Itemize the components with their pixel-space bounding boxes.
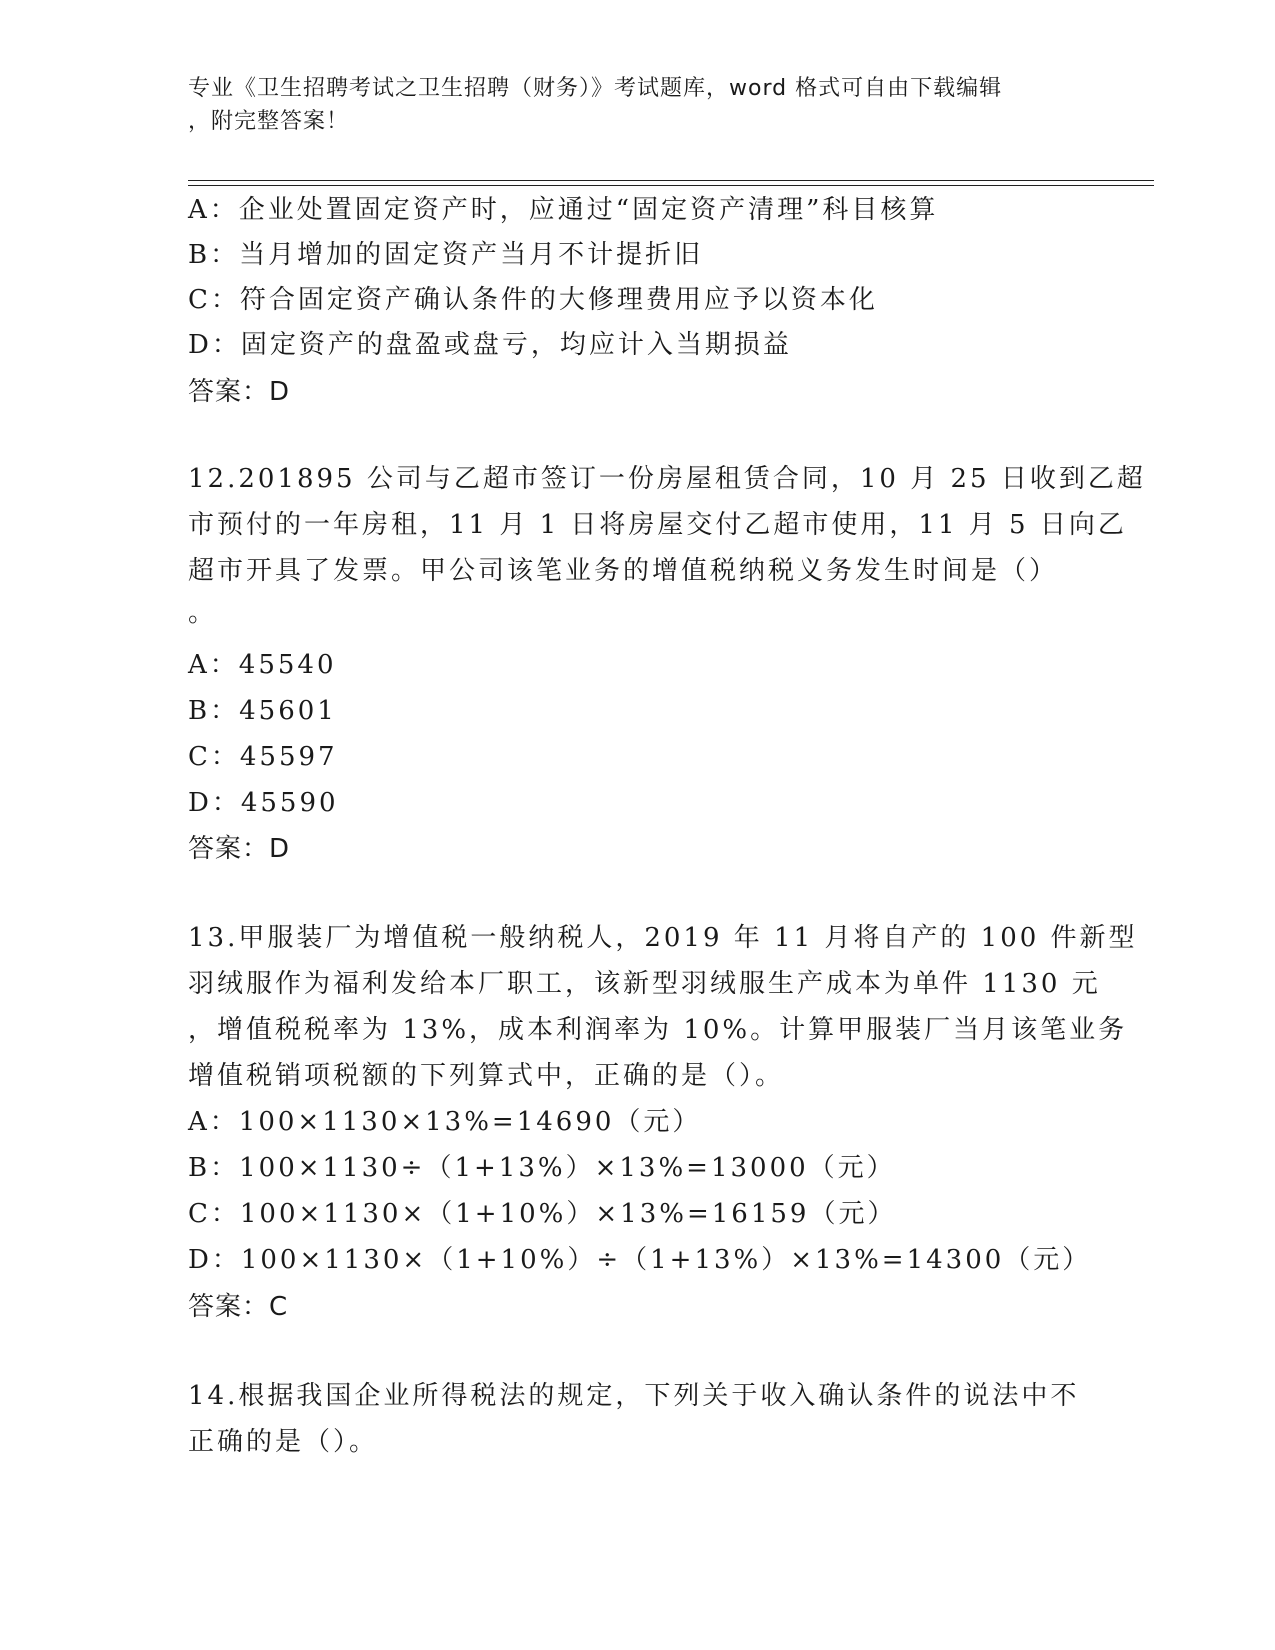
q12-option-a: A：45540	[188, 650, 337, 680]
q11-option-b: B：当月增加的固定资产当月不计提折旧	[188, 240, 704, 270]
q12-answer: 答案：D	[188, 834, 291, 864]
q13-option-a: A：100×1130×13%=14690（元）	[188, 1107, 702, 1137]
q11-option-c: C：符合固定资产确认条件的大修理费用应予以资本化	[188, 285, 878, 315]
q14-stem-line-1: 14.根据我国企业所得税法的规定，下列关于收入确认条件的说法中不	[188, 1381, 1080, 1411]
q13-option-c: C：100×1130×（1+10%）×13%=16159（元）	[188, 1199, 897, 1229]
q12-option-b: B：45601	[188, 696, 337, 726]
q12-stem-line-2: 市预付的一年房租，11 月 1 日将房屋交付乙超市使用，11 月 5 日向乙	[188, 510, 1127, 540]
q12-stem-line-4: 。	[188, 598, 218, 628]
q13-option-d: D：100×1130×（1+10%）÷（1+13%）×13%=14300（元）	[188, 1245, 1092, 1275]
q13-stem-line-2: 羽绒服作为福利发给本厂职工，该新型羽绒服生产成本为单件 1130 元	[188, 969, 1101, 999]
q11-option-d: D：固定资产的盘盈或盘亏，均应计入当期损益	[188, 330, 792, 360]
q12-stem-line-3: 超市开具了发票。甲公司该笔业务的增值税纳税义务发生时间是（）	[188, 556, 1059, 586]
header-line-2: ，附完整答案！	[188, 109, 350, 134]
q11-option-a: A：企业处置固定资产时，应通过“固定资产清理”科目核算	[188, 195, 939, 225]
q11-answer: 答案：D	[188, 377, 291, 407]
q13-stem-line-4: 增值税销项税额的下列算式中，正确的是（）。	[188, 1061, 785, 1091]
header-line-1: 专业《卫生招聘考试之卫生招聘（财务）》考试题库，word 格式可自由下载编辑	[188, 76, 1003, 101]
q13-stem-line-3: ，增值税税率为 13%，成本利润率为 10%。计算甲服装厂当月该笔业务	[188, 1015, 1128, 1045]
header-divider-bottom	[188, 185, 1154, 186]
q13-answer: 答案：C	[188, 1292, 289, 1322]
document-header	[188, 72, 1068, 138]
q12-stem-line-1: 12.201895 公司与乙超市签订一份房屋租赁合同，10 月 25 日收到乙超	[188, 464, 1146, 494]
q12-option-d: D：45590	[188, 788, 339, 818]
q14-stem-line-2: 正确的是（）。	[188, 1427, 379, 1457]
header-divider-top	[188, 180, 1154, 181]
q13-stem-line-1: 13.甲服装厂为增值税一般纳税人，2019 年 11 月将自产的 100 件新型	[188, 923, 1138, 953]
q13-option-b: B：100×1130÷（1+13%）×13%=13000（元）	[188, 1153, 896, 1183]
q12-option-c: C：45597	[188, 742, 338, 772]
